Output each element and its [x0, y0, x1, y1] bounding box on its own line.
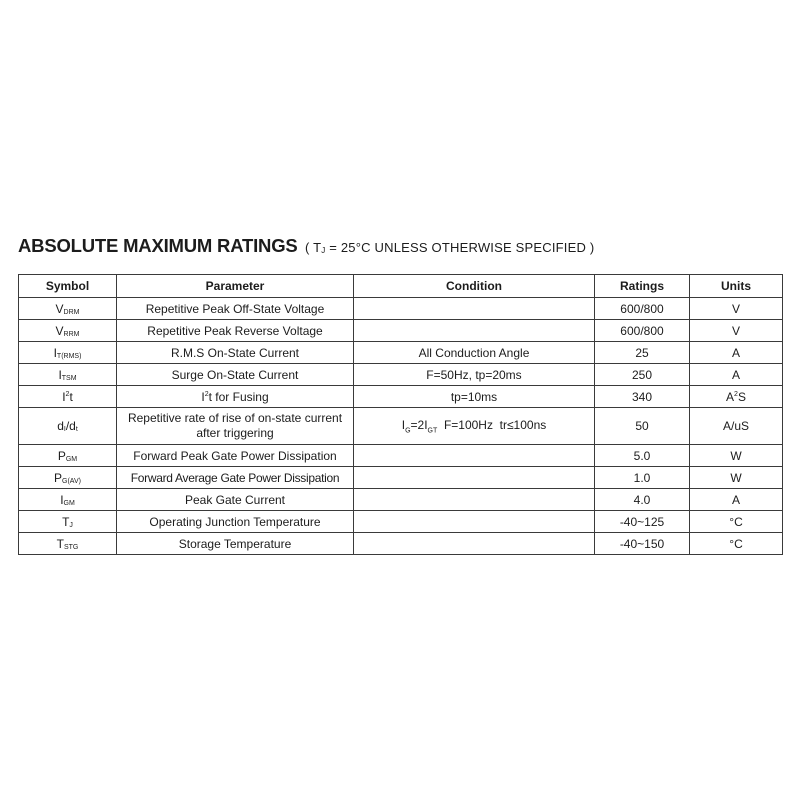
- parameter-cell: Forward Peak Gate Power Dissipation: [117, 445, 354, 467]
- parameter-cell: Repetitive Peak Reverse Voltage: [117, 320, 354, 342]
- rating-cell: 5.0: [595, 445, 690, 467]
- symbol-cell: $T_{STG}$: [19, 533, 117, 555]
- column-header-parameter: Parameter: [117, 275, 354, 298]
- table-row: [19, 489, 783, 511]
- unit-cell: A: [690, 364, 783, 386]
- unit-cell: °C: [690, 533, 783, 555]
- table-row: [19, 445, 783, 467]
- table-row: [19, 320, 783, 342]
- unit-cell: V: [690, 320, 783, 342]
- symbol-cell: $V_{DRM}$: [19, 298, 117, 320]
- condition-cell: [354, 467, 595, 489]
- unit-cell: °C: [690, 511, 783, 533]
- column-header-ratings: Ratings: [595, 275, 690, 298]
- parameter-cell: Surge On-State Current: [117, 364, 354, 386]
- condition-cell: $I_G=2I_{GT}$ F=100Hz tr≤100ns: [354, 408, 595, 445]
- table-row: [19, 467, 783, 489]
- symbol-cell: $I_{GM}$: [19, 489, 117, 511]
- parameter-cell: $I^2t$ for Fusing: [117, 386, 354, 408]
- symbol-cell: $I^2t$: [19, 386, 117, 408]
- table-row: [19, 364, 783, 386]
- parameter-cell: Forward Average Gate Power Dissipation: [117, 467, 354, 489]
- condition-cell: [354, 489, 595, 511]
- symbol-cell: $P_{G(AV)}$: [19, 467, 117, 489]
- rating-cell: 50: [595, 408, 690, 445]
- parameter-cell: Repetitive rate of rise of on-state current after triggering: [117, 408, 354, 445]
- unit-cell: A: [690, 342, 783, 364]
- rating-cell: 4.0: [595, 489, 690, 511]
- rating-cell: 25: [595, 342, 690, 364]
- column-header-condition: Condition: [354, 275, 595, 298]
- condition-cell: [354, 445, 595, 467]
- table-header-row: [19, 275, 783, 298]
- rating-cell: -40~150: [595, 533, 690, 555]
- symbol-cell: $I_{T(RMS)}$: [19, 342, 117, 364]
- unit-cell: $A^2S$: [690, 386, 783, 408]
- symbol-cell: $d_I/d_t$: [19, 408, 117, 445]
- parameter-cell: Storage Temperature: [117, 533, 354, 555]
- rating-cell: 340: [595, 386, 690, 408]
- symbol-cell: $I_{TSM}$: [19, 364, 117, 386]
- symbol-cell: $P_{GM}$: [19, 445, 117, 467]
- column-header-units: Units: [690, 275, 783, 298]
- table-row: [19, 298, 783, 320]
- parameter-cell: Repetitive Peak Off-State Voltage: [117, 298, 354, 320]
- table-row: [19, 533, 783, 555]
- absolute-maximum-ratings-table: [18, 274, 783, 555]
- condition-cell: [354, 298, 595, 320]
- symbol-cell: $T_J$: [19, 511, 117, 533]
- unit-cell: A: [690, 489, 783, 511]
- condition-cell: [354, 511, 595, 533]
- unit-cell: A/uS: [690, 408, 783, 445]
- parameter-cell: Peak Gate Current: [117, 489, 354, 511]
- section-heading: [18, 234, 594, 263]
- rating-cell: 1.0: [595, 467, 690, 489]
- section-condition: ( $T_J = 25^\circ C$ UNLESS OTHERWISE SPECIFIED ): [305, 240, 595, 255]
- table-row: [19, 408, 783, 445]
- condition-cell: [354, 533, 595, 555]
- parameter-cell: Operating Junction Temperature: [117, 511, 354, 533]
- rating-cell: 600/800: [595, 320, 690, 342]
- condition-cell: [354, 320, 595, 342]
- condition-cell: F=50Hz, tp=20ms: [354, 364, 595, 386]
- symbol-cell: $V_{RRM}$: [19, 320, 117, 342]
- unit-cell: W: [690, 445, 783, 467]
- section-title: ABSOLUTE MAXIMUM RATINGS: [18, 235, 298, 256]
- rating-cell: 600/800: [595, 298, 690, 320]
- table-row: [19, 511, 783, 533]
- table-row: [19, 386, 783, 408]
- rating-cell: -40~125: [595, 511, 690, 533]
- unit-cell: W: [690, 467, 783, 489]
- rating-cell: 250: [595, 364, 690, 386]
- table-row: [19, 342, 783, 364]
- condition-cell: tp=10ms: [354, 386, 595, 408]
- column-header-symbol: Symbol: [19, 275, 117, 298]
- parameter-cell: R.M.S On-State Current: [117, 342, 354, 364]
- condition-cell: All Conduction Angle: [354, 342, 595, 364]
- unit-cell: V: [690, 298, 783, 320]
